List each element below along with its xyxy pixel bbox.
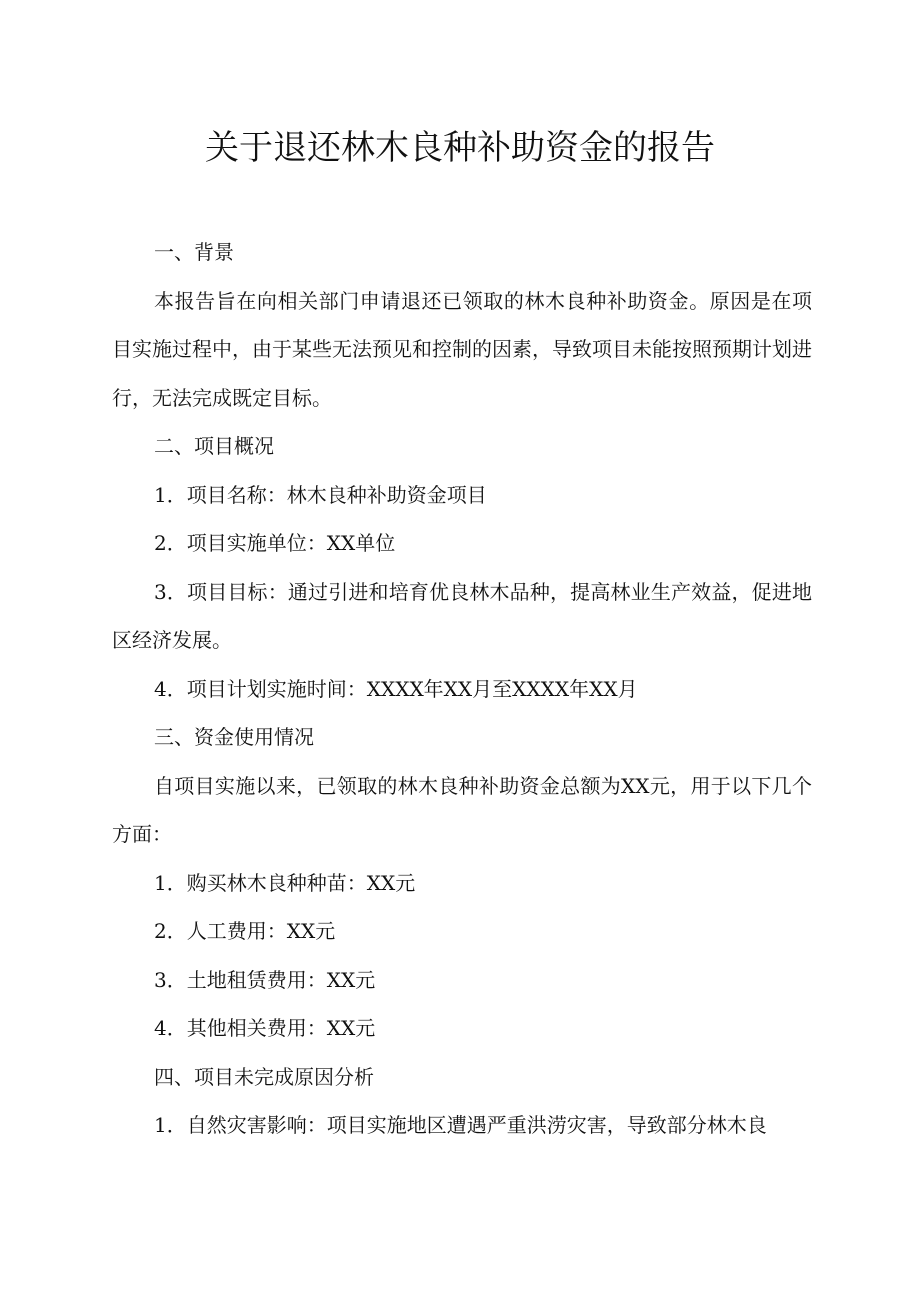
list-item-project-time: 4．项目计划实施时间：XXXX年XX月至XXXX年XX月 [154, 676, 638, 701]
list-item-project-goal: 3．项目目标：通过引进和培育优良林木品种，提高林业生产效益，促进地区经济发展。 [112, 579, 812, 652]
heading-fund-usage: 三、资金使用情况 [154, 725, 314, 749]
document-body [112, 228, 812, 1150]
list-item-labor: 2．人工费用：XX元 [154, 919, 336, 943]
list-item-seedlings: 1．购买林木良种种苗：XX元 [154, 870, 416, 895]
paragraph-fund-usage: 自项目实施以来，已领取的林木良种补助资金总额为XX元，用于以下几个方面： [112, 773, 812, 846]
heading-background: 一、背景 [154, 240, 234, 264]
document-title: 关于退还林木良种补助资金的报告 [205, 128, 715, 168]
list-item-other-costs: 4．其他相关费用：XX元 [154, 1016, 376, 1040]
paragraph-background: 本报告旨在向相关部门申请退还已领取的林木良种补助资金。原因是在项目实施过程中，由于某些无法预见和控制的因素，导致项目未能按照预期计划进行，无法完成既定目标。 [112, 288, 812, 410]
list-item-implementing-unit: 2．项目实施单位：XX单位 [154, 531, 396, 555]
list-item-project-name: 1．项目名称：林木良种补助资金项目 [154, 482, 487, 507]
heading-failure-analysis: 四、项目未完成原因分析 [154, 1064, 374, 1089]
list-item-land-lease: 3．土地租赁费用：XX元 [154, 967, 376, 992]
heading-project-overview: 二、项目概况 [154, 434, 274, 458]
list-item-natural-disaster: 1．自然灾害影响：项目实施地区遭遇严重洪涝灾害，导致部分林木良 [154, 1113, 767, 1137]
